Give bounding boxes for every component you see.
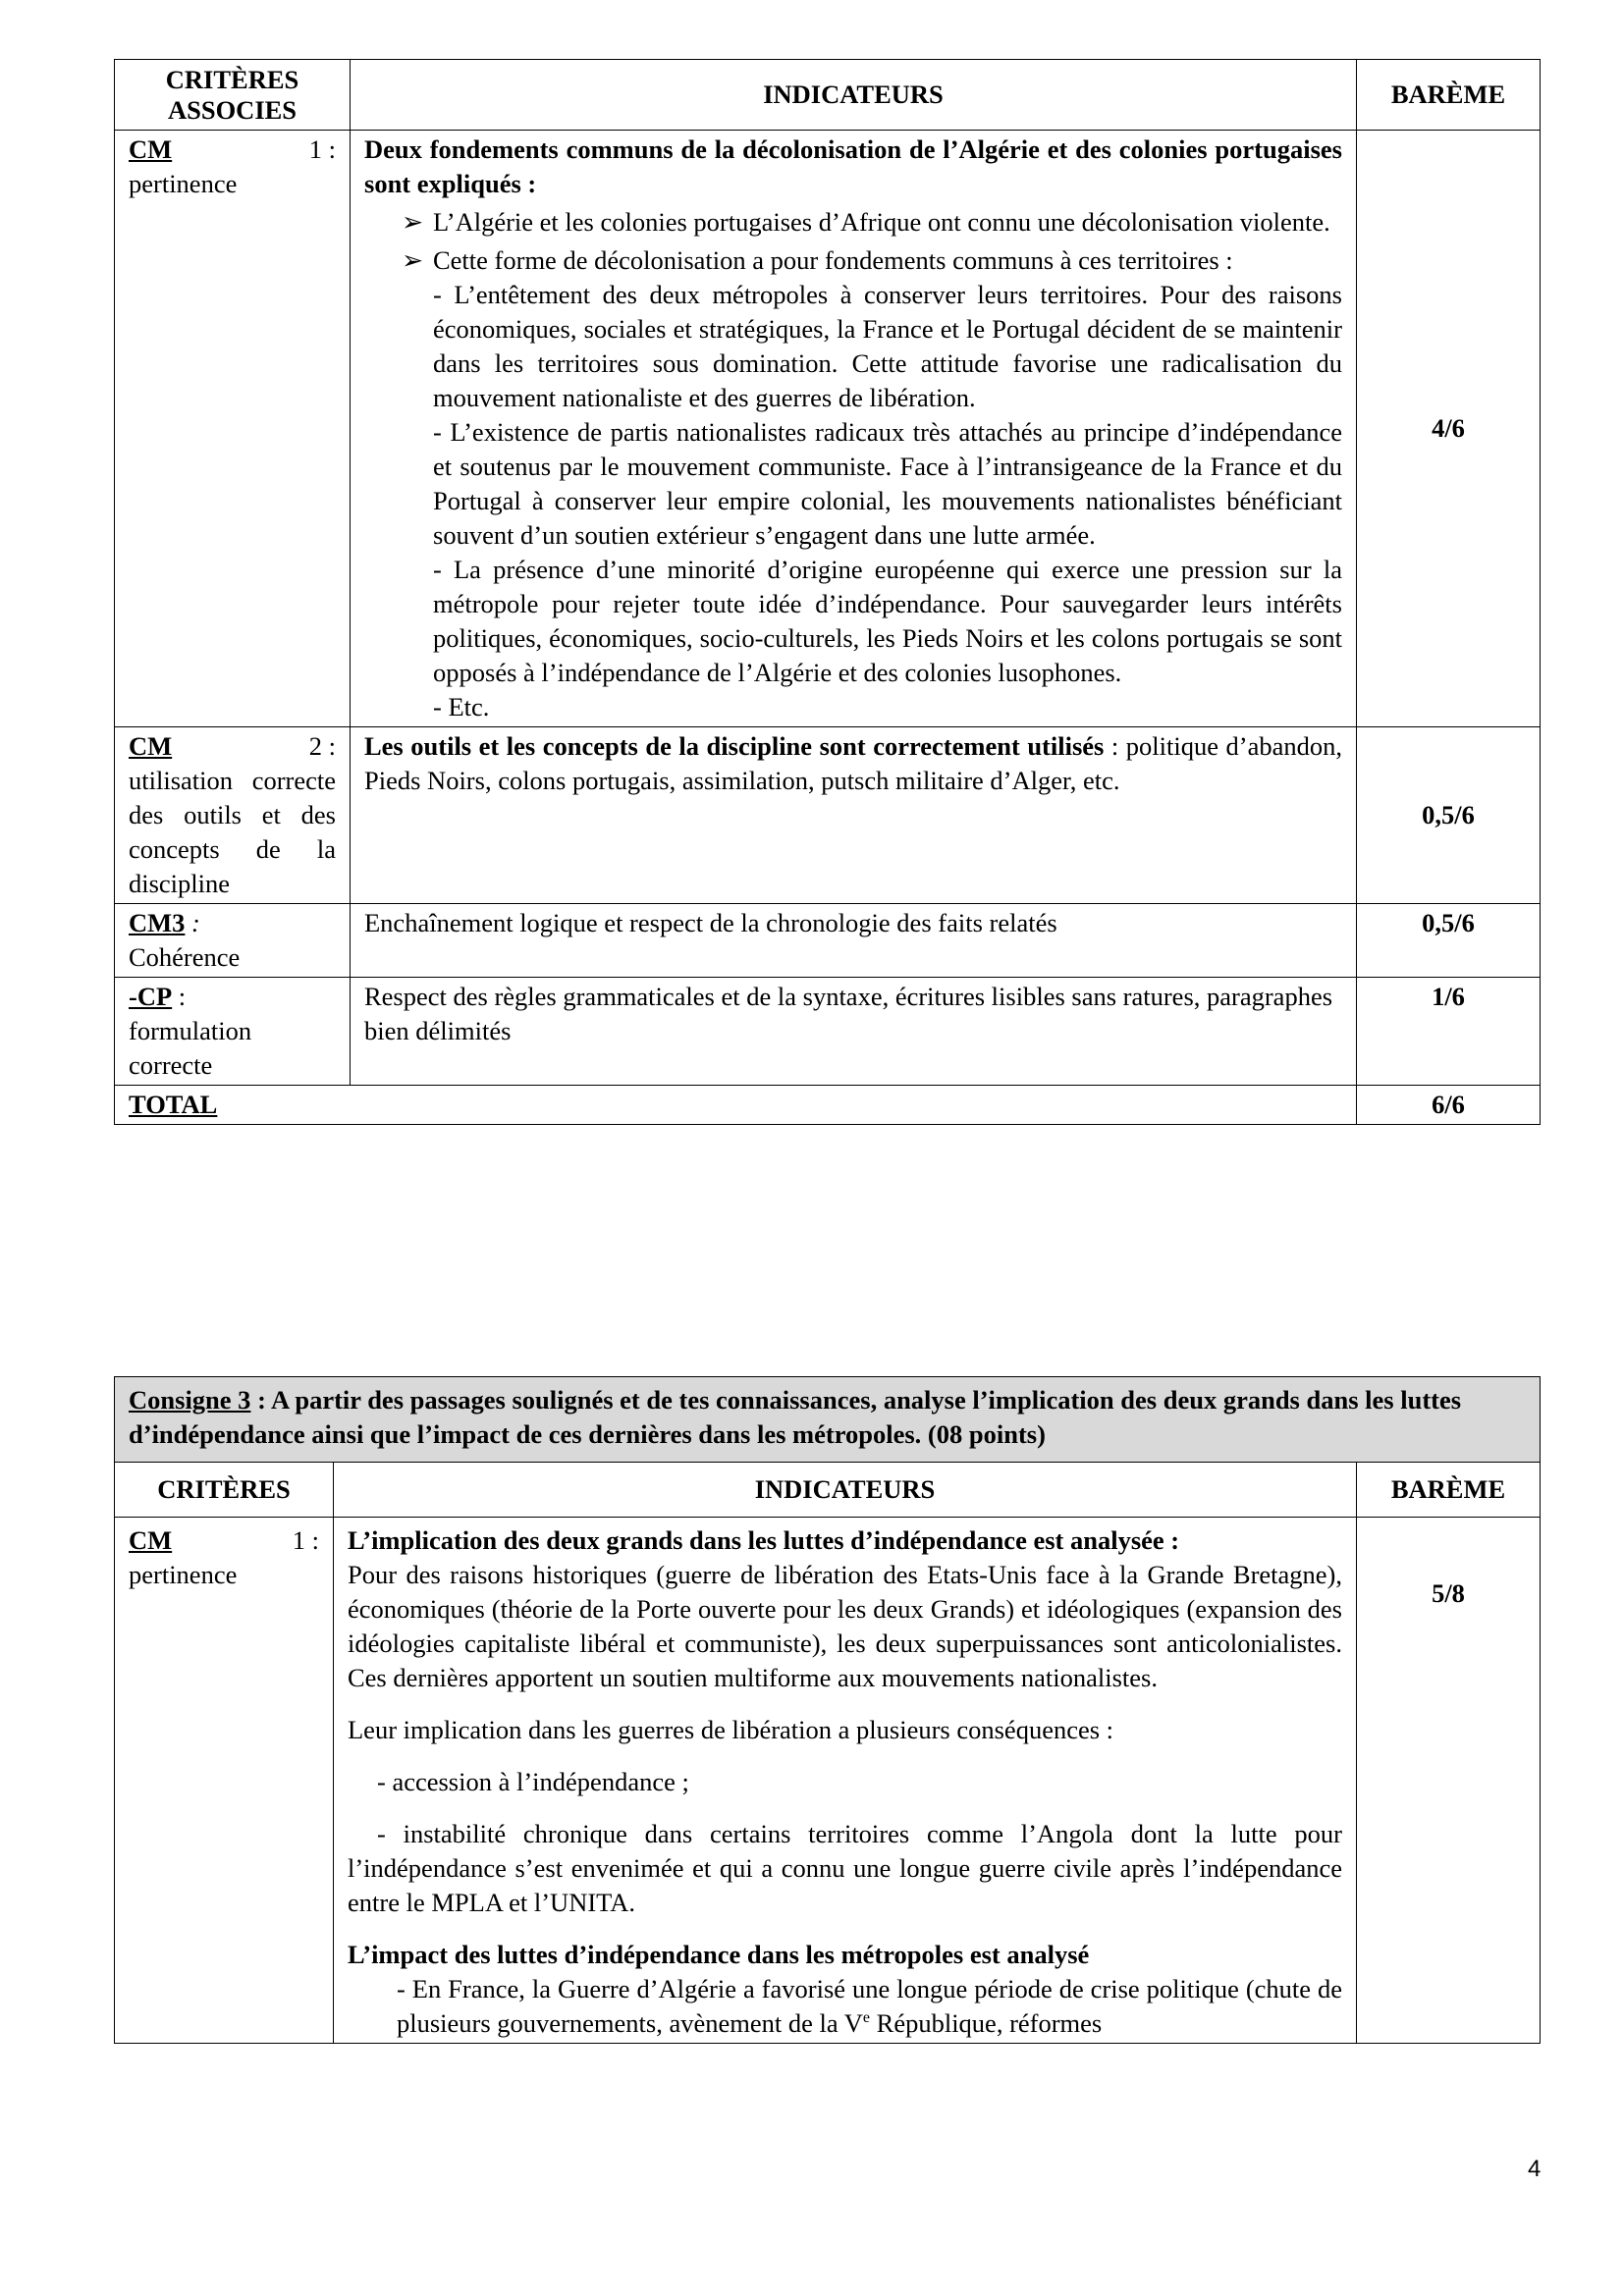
list-item: ➢ L’Algérie et les colonies portugaises d’Afrique ont connu une décolonisation violente. [364, 205, 1342, 240]
criterion-heading [129, 729, 336, 764]
header-indicateurs: INDICATEURS [334, 1463, 1357, 1518]
list-item: - En France, la Guerre d’Algérie a favorisé une longue période de crise politique (chute de plusieurs gouvernements, avènement de la Ve République, réformes [397, 1974, 1342, 2038]
consigne-row [115, 1377, 1541, 1463]
dash-item: - La présence d’une minorité d’origine européenne qui exerce une pression sur la métropole pour rejeter toute idée d’indépendance. Pour sauvegarder leurs intérêts politiques, économiques, socio-culturels, les Pieds Noirs et les colons portugais se sont opposés à l’indépendance de l’Algérie et des colonies lusophones. [433, 555, 1342, 687]
indicator-cell: Enchaînement logique et respect de la chronologie des faits relatés [351, 904, 1357, 978]
criterion-label: formulation correcte [129, 1016, 252, 1080]
total-row [115, 1086, 1541, 1125]
arrow-bullet-icon: ➢ [402, 245, 424, 275]
score-cell: 0,5/6 [1357, 904, 1541, 978]
indicator-cell [334, 1518, 1357, 2044]
criterion-heading [129, 133, 336, 167]
dash-item: - L’entêtement des deux métropoles à conserver leurs territoires. Pour des raisons économiques, sociales et stratégiques, la France et le Portugal décident de se maintenir dans les territoires sous domination. Cette attitude favorise une radicalisation du mouvement nationaliste et des guerres de libération. [433, 280, 1342, 412]
score-cell: 5/8 [1357, 1518, 1541, 2044]
criterion-heading: -CP : [129, 982, 187, 1011]
header-criteres: CRITÈRES [115, 1463, 334, 1518]
indicator-text: Les outils et les concepts de la discipline sont correctement utilisés : politique d’abandon, Pieds Noirs, colons portugais, assimilation, putsch militaire d’Alger, etc. [364, 731, 1342, 795]
criterion-number: 1 : [308, 134, 336, 164]
indicator-title: Deux fondements communs de la décolonisation de l’Algérie et des colonies portugaises sont expliqués : [364, 134, 1342, 198]
indicator-text: Leur implication dans les guerres de libération a plusieurs conséquences : [348, 1715, 1114, 1744]
table-header-row [115, 1463, 1541, 1518]
criterion-cell [115, 727, 351, 904]
criterion-code: CM [129, 731, 173, 761]
criterion-number: 1 : [292, 1525, 319, 1555]
criterion-code: CM [129, 1525, 173, 1555]
consigne-text: Consigne 3 : A partir des passages soulignés et de tes connaissances, analyse l’implication des deux grands dans les luttes d’indépendance ainsi que l’impact de ces dernières dans les métropoles. (08 points) [115, 1377, 1541, 1463]
table-row [115, 131, 1541, 727]
dash-item: - Etc. [433, 692, 490, 721]
table-row [115, 1518, 1541, 2044]
table-row [115, 904, 1541, 978]
list-item: - accession à l’indépendance ; [377, 1767, 689, 1796]
total-label: TOTAL [115, 1086, 1357, 1125]
header-criteres: CRITÈRES ASSOCIES [115, 60, 351, 131]
table-header-row [115, 60, 1541, 131]
score-cell: 4/6 [1357, 131, 1541, 727]
total-score: 6/6 [1357, 1086, 1541, 1125]
grading-table-2 [114, 1376, 1541, 2044]
page-number: 4 [1528, 2156, 1542, 2182]
list-item: ➢ Cette forme de décolonisation a pour fondements communs à ces territoires : [364, 243, 1342, 278]
criterion-cell [115, 131, 351, 727]
criterion-heading [129, 1523, 319, 1558]
arrow-bullet-icon: ➢ [402, 207, 424, 237]
list-item: - instabilité chronique dans certains territoires comme l’Angola dont la lutte pour l’indépendance s’est envenimée et qui a connu une longue guerre civile après l’indépendance entre le MPLA et l’UNITA. [348, 1819, 1342, 1917]
indicator-cell: Respect des règles grammaticales et de la syntaxe, écritures lisibles sans ratures, paragraphes bien délimités [351, 978, 1357, 1086]
score-cell: 1/6 [1357, 978, 1541, 1086]
criterion-cell [115, 978, 351, 1086]
indicator-cell [351, 727, 1357, 904]
criterion-heading: CM3 : [129, 908, 200, 937]
criterion-label: pertinence [129, 1560, 238, 1589]
header-bareme: BARÈME [1357, 60, 1541, 131]
table-row [115, 727, 1541, 904]
criterion-code: CM [129, 134, 173, 164]
indicator-title: L’impact des luttes d’indépendance dans les métropoles est analysé [348, 1940, 1090, 1969]
header-indicateurs: INDICATEURS [351, 60, 1357, 131]
criterion-number: 2 : [308, 731, 336, 761]
score-cell: 0,5/6 [1357, 727, 1541, 904]
criterion-label: Cohérence [129, 942, 241, 972]
table-row [115, 978, 1541, 1086]
grading-table-1 [114, 59, 1541, 1125]
criterion-label: utilisation correcte des outils et des concepts de la discipline [129, 766, 336, 898]
criterion-cell [115, 1518, 334, 2044]
indicator-text: Pour des raisons historiques (guerre de libération des Etats-Unis face à la Grande Bretagne), économiques (théorie de la Porte ouverte pour les deux Grands) et idéologiques (expansion des idéologies capitaliste libéral et communiste), les deux superpuissances sont anticolonialistes. Ces dernières apportent un soutien multiforme aux mouvements nationalistes. [348, 1560, 1342, 1692]
criterion-label: pertinence [129, 169, 238, 198]
dash-item: - L’existence de partis nationalistes radicaux très attachés au principe d’indépendance et soutenus par le mouvement communiste. Face à l’intransigeance de la France et du Portugal à conserver leur empire colonial, les mouvements nationalistes bénéficiant souvent d’un soutien extérieur s’engagent dans une lutte armée. [433, 417, 1342, 550]
indicator-title: L’implication des deux grands dans les luttes d’indépendance est analysée : [348, 1525, 1180, 1555]
indicator-cell [351, 131, 1357, 727]
header-bareme: BARÈME [1357, 1463, 1541, 1518]
criterion-cell [115, 904, 351, 978]
